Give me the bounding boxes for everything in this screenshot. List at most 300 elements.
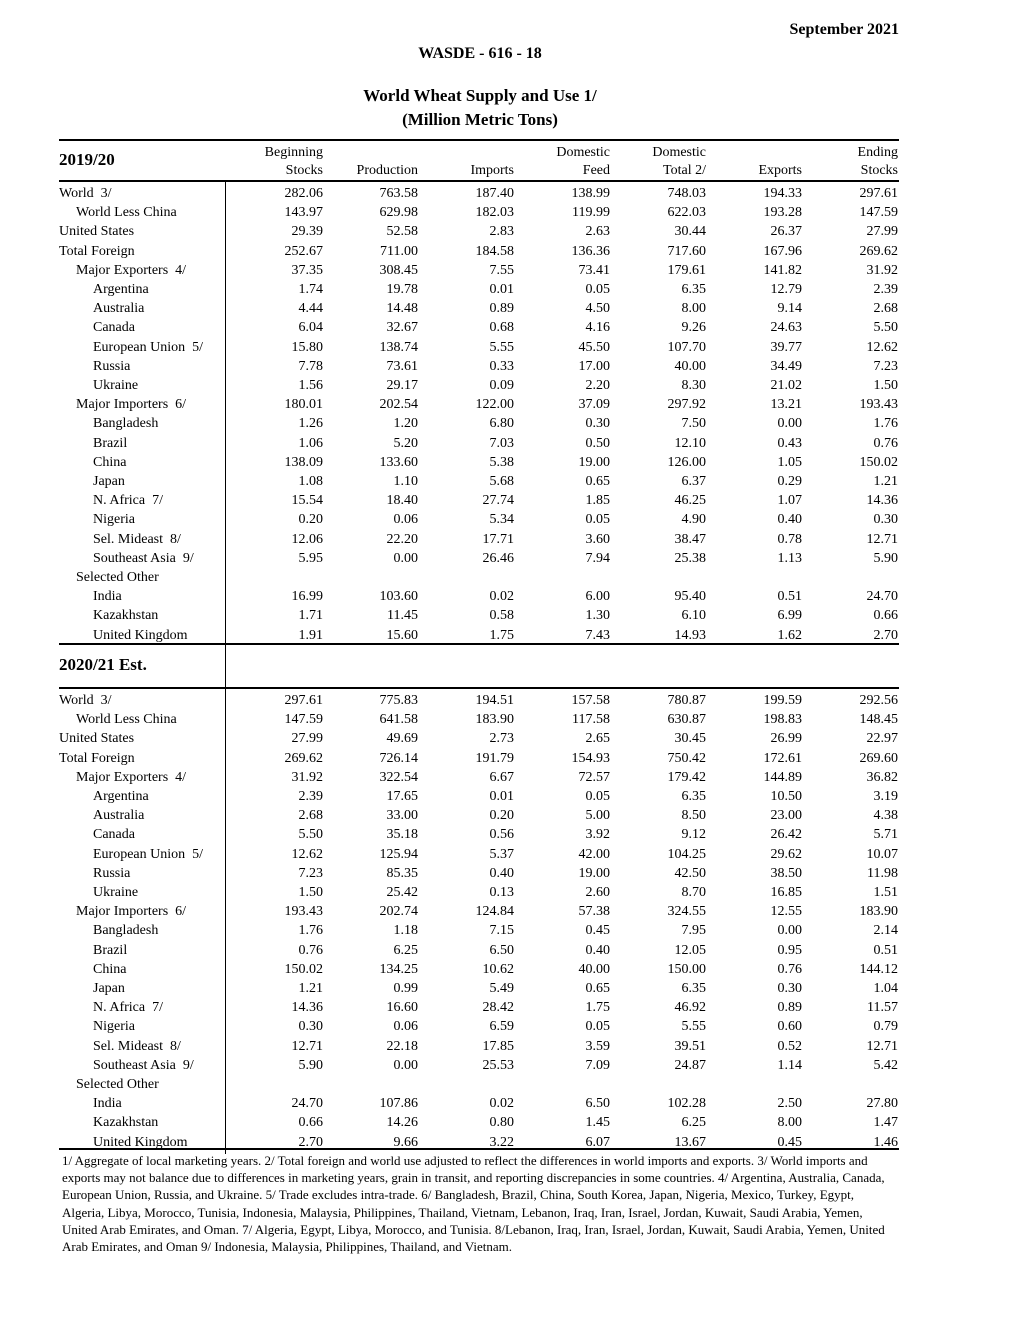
cell-value: 6.35 [681,981,706,996]
row-label: Selected Other [76,570,159,585]
cell-value: 46.25 [674,493,706,509]
cell-value: 39.77 [770,339,802,355]
cell-value: 12.71 [866,531,898,547]
row-label: Kazakhstan [93,608,159,624]
cell-value: 0.51 [873,942,898,958]
cell-value: 5.00 [585,808,610,824]
cell-value: 150.02 [859,454,898,470]
table-row [59,414,899,433]
column-header-line1 [758,144,802,162]
cell-value: 38.50 [770,865,802,881]
cell-value: 282.06 [284,186,323,201]
cell-value: 1.06 [298,435,323,451]
cell-value: 14.36 [866,493,898,509]
table-section-2019-20 [59,182,899,647]
table-row [59,184,899,203]
cell-value: 2.73 [489,731,514,747]
table-row [59,357,899,376]
row-label: Russia [93,865,131,881]
row-label: Argentina [93,282,149,297]
row-label: Southeast Asia 9/ [93,1057,194,1073]
cell-value: 0.29 [777,474,802,489]
table-row [59,787,899,806]
cell-value: 6.25 [681,1115,706,1131]
cell-value: 1.76 [298,923,323,939]
table-row [59,338,899,357]
cell-value: 10.62 [482,961,514,977]
row-label: N. Africa 7/ [93,493,163,509]
table-row [59,376,899,395]
cell-value: 0.79 [873,1019,898,1035]
cell-value: 122.00 [475,397,514,413]
cell-value: 6.35 [681,282,706,297]
cell-value: 0.01 [489,789,514,804]
cell-value: 297.92 [667,397,706,413]
cell-value: 0.00 [393,550,418,566]
table-row [59,510,899,529]
cell-value: 252.67 [284,243,323,259]
cell-value: 0.76 [777,961,802,977]
cell-value: 750.42 [667,750,706,766]
cell-value: 6.10 [681,608,706,624]
cell-value: 103.60 [379,589,418,605]
cell-value: 148.45 [859,712,898,728]
row-label: United Kingdom [93,1134,188,1150]
cell-value: 0.20 [298,512,323,528]
cell-value: 85.35 [386,865,418,881]
cell-value: 6.80 [489,416,514,432]
cell-value: 167.96 [763,243,802,259]
row-label: Major Importers 6/ [76,397,187,413]
cell-value: 1.75 [489,627,514,643]
table-row [59,941,899,960]
row-label: Russia [93,358,131,374]
cell-value: 763.58 [379,186,418,201]
cell-value: 202.54 [379,397,418,413]
cell-value: 641.58 [379,712,418,728]
cell-value: 33.00 [386,808,418,824]
cell-value: 31.92 [866,262,898,278]
table-row [59,472,899,491]
cell-value: 3.59 [585,1038,610,1054]
cell-value: 157.58 [571,693,610,708]
cell-value: 194.51 [475,693,514,708]
cell-value: 147.59 [284,712,323,728]
cell-value: 5.68 [489,474,514,489]
cell-value: 17.71 [482,531,514,547]
cell-value: 24.63 [770,320,802,336]
cell-value: 12.71 [866,1038,898,1054]
cell-value: 19.00 [578,865,610,881]
cell-value: 2.65 [585,731,610,747]
cell-value: 11.98 [867,865,898,881]
row-label: World Less China [76,205,177,221]
cell-value: 0.56 [489,827,514,843]
cell-value: 2.39 [873,282,898,297]
cell-value: 2.83 [489,224,514,240]
cell-value: 193.28 [763,205,802,221]
row-label: India [93,589,122,605]
cell-value: 0.33 [489,358,514,374]
cell-value: 13.21 [770,397,802,413]
cell-value: 1.51 [873,885,898,900]
row-label: United Kingdom [93,627,188,643]
cell-value: 1.50 [873,378,898,393]
row-label: Total Foreign [59,243,135,259]
cell-value: 29.39 [291,224,323,240]
table-row [59,395,899,414]
cell-value: 26.99 [770,731,802,747]
table-row [59,222,899,241]
cell-value: 27.80 [866,1096,898,1112]
cell-value: 0.40 [777,512,802,528]
row-label: Argentina [93,789,149,804]
cell-value: 1.10 [393,474,418,489]
cell-value: 27.99 [866,224,898,240]
cell-value: 14.48 [386,301,418,317]
cell-value: 1.13 [777,550,802,566]
cell-value: 1.75 [585,1000,610,1016]
row-label: Selected Other [76,1077,159,1092]
row-label: China [93,961,127,977]
cell-value: 179.42 [667,769,706,785]
cell-value: 297.61 [859,186,898,201]
cell-value: 18.40 [386,493,418,509]
cell-value: 5.38 [489,454,514,470]
cell-value: 717.60 [667,243,706,259]
cell-value: 29.17 [386,378,418,393]
cell-value: 12.10 [674,435,706,451]
table-row [59,960,899,979]
cell-value: 25.53 [482,1057,514,1073]
cell-value: 7.03 [489,435,514,451]
table-row [59,549,899,568]
cell-value: 0.89 [489,301,514,317]
cell-value: 292.56 [859,693,898,708]
cell-value: 0.06 [393,512,418,528]
row-label: Major Importers 6/ [76,904,187,920]
table-row [59,806,899,825]
cell-value: 30.45 [674,731,706,747]
cell-value: 0.30 [777,981,802,996]
cell-value: 150.00 [667,961,706,977]
cell-value: 6.50 [489,942,514,958]
report-date: September 2021 [789,21,899,38]
column-header-0 [265,144,323,180]
column-divider [225,645,226,687]
cell-value: 46.92 [674,1000,706,1016]
table-row [59,883,899,902]
cell-value: 138.09 [284,454,323,470]
cell-value: 21.02 [770,378,802,393]
cell-value: 9.14 [777,301,802,317]
cell-value: 39.51 [674,1038,706,1054]
cell-value: 322.54 [379,769,418,785]
cell-value: 0.60 [777,1019,802,1035]
cell-value: 37.35 [291,262,323,278]
cell-value: 0.05 [585,282,610,297]
column-header-line2: Stocks [285,163,323,178]
row-label: Nigeria [93,512,135,528]
report-id: WASDE - 616 - 18 [418,45,542,62]
cell-value: 154.93 [571,750,610,766]
table-row [59,1037,899,1056]
table-row [59,1056,899,1075]
cell-value: 4.16 [585,320,610,336]
table-row [59,979,899,998]
cell-value: 13.67 [674,1134,706,1150]
cell-value: 0.01 [489,282,514,297]
table-section-2020-21 [59,689,899,1154]
cell-value: 775.83 [379,693,418,708]
cell-value: 0.95 [777,942,802,958]
column-header-line1: Domestic [652,145,706,160]
cell-value: 107.70 [667,339,706,355]
cell-value: 138.99 [571,186,610,201]
cell-value: 36.82 [866,769,898,785]
cell-value: 124.84 [475,904,514,920]
cell-value: 7.94 [585,550,610,566]
table-row [59,710,899,729]
cell-value: 182.03 [475,205,514,221]
table-row [59,729,899,748]
column-header-2 [470,144,514,180]
cell-value: 4.90 [681,512,706,528]
cell-value: 6.25 [393,942,418,958]
cell-value: 8.30 [681,378,706,393]
column-header-line2: Imports [470,163,514,178]
cell-value: 193.43 [859,397,898,413]
cell-value: 5.34 [489,512,514,528]
cell-value: 0.58 [489,608,514,624]
table-row [59,691,899,710]
cell-value: 0.05 [585,512,610,528]
cell-value: 25.38 [674,550,706,566]
cell-value: 0.76 [873,435,898,451]
cell-value: 10.50 [770,789,802,804]
cell-value: 1.56 [298,378,323,393]
cell-value: 9.12 [681,827,706,843]
cell-value: 0.45 [777,1134,802,1150]
row-label: United States [59,224,135,240]
table-row [59,491,899,510]
cell-value: 269.62 [859,243,898,259]
row-label: Bangladesh [93,416,159,432]
cell-value: 0.52 [777,1038,802,1054]
section-year: 2019/20 [59,150,115,169]
cell-value: 324.55 [667,904,706,920]
row-label: Nigeria [93,1019,135,1035]
cell-value: 7.78 [298,358,323,374]
cell-value: 7.23 [298,865,323,881]
cell-value: 141.82 [763,262,802,278]
cell-value: 780.87 [667,693,706,708]
cell-value: 95.40 [674,589,706,605]
cell-value: 22.97 [866,731,898,747]
cell-value: 22.20 [386,531,418,547]
cell-value: 23.00 [770,808,802,824]
row-label: European Union 5/ [93,846,204,862]
cell-value: 22.18 [386,1038,418,1054]
cell-value: 193.43 [284,904,323,920]
row-label: Kazakhstan [93,1115,159,1131]
cell-value: 10.07 [866,846,898,862]
cell-value: 31.92 [291,769,323,785]
page-title: World Wheat Supply and Use 1/ [363,86,597,105]
table-row [59,280,899,299]
cell-value: 24.70 [291,1096,323,1112]
cell-value: 748.03 [667,186,706,201]
cell-value: 3.92 [585,827,610,843]
row-label: Total Foreign [59,750,135,766]
cell-value: 2.39 [298,789,323,804]
column-header-3 [556,144,610,180]
table-bottom-rule [59,1148,899,1150]
row-label: China [93,454,127,470]
cell-value: 1.85 [585,493,610,509]
column-header-line1: Beginning [264,145,323,160]
cell-value: 5.37 [489,846,514,862]
cell-value: 0.78 [777,531,802,547]
cell-value: 7.55 [489,262,514,278]
cell-value: 1.76 [873,416,898,432]
cell-value: 45.50 [578,339,610,355]
cell-value: 3.19 [873,789,898,804]
cell-value: 8.00 [681,301,706,317]
table-row [59,864,899,883]
section-header-2020-21 [59,643,899,689]
table-row [59,434,899,453]
row-label: N. Africa 7/ [93,1000,163,1016]
cell-value: 199.59 [763,693,802,708]
table-row [59,299,899,318]
column-header-line2: Stocks [860,163,898,178]
cell-value: 172.61 [763,750,802,766]
table-row [59,902,899,921]
cell-value: 269.62 [284,750,323,766]
cell-value: 0.00 [393,1057,418,1073]
table-row [59,998,899,1017]
row-label: Sel. Mideast 8/ [93,531,181,547]
table-row [59,1094,899,1113]
cell-value: 117.58 [572,712,610,728]
cell-value: 180.01 [284,397,323,413]
column-header-line1: Ending [857,145,898,160]
cell-value: 0.76 [298,942,323,958]
row-label: European Union 5/ [93,339,204,355]
cell-value: 24.87 [674,1057,706,1073]
column-header-line2: Production [356,163,418,178]
cell-value: 269.60 [859,750,898,766]
cell-value: 6.99 [777,608,802,624]
cell-value: 12.55 [770,904,802,920]
row-label: Australia [93,808,145,824]
cell-value: 19.00 [578,454,610,470]
cell-value: 1.45 [585,1115,610,1131]
cell-value: 104.25 [667,846,706,862]
cell-value: 42.00 [578,846,610,862]
column-header-line2: Exports [758,163,802,178]
cell-value: 6.67 [489,769,514,785]
cell-value: 40.00 [674,358,706,374]
row-label: Brazil [93,435,128,451]
row-label: United States [59,731,135,747]
cell-value: 1.47 [873,1115,898,1131]
table-row [59,1017,899,1036]
cell-value: 2.70 [873,627,898,643]
cell-value: 7.50 [681,416,706,432]
cell-value: 0.50 [585,435,610,451]
cell-value: 1.91 [298,627,323,643]
table-row [59,568,899,587]
cell-value: 0.65 [585,981,610,996]
row-label: Southeast Asia 9/ [93,550,194,566]
cell-value: 14.26 [386,1115,418,1131]
cell-value: 136.36 [571,243,610,259]
cell-value: 29.62 [770,846,802,862]
cell-value: 107.86 [379,1096,418,1112]
cell-value: 726.14 [379,750,418,766]
table-row [59,825,899,844]
cell-value: 0.30 [585,416,610,432]
row-label: Canada [93,320,135,336]
cell-value: 3.60 [585,531,610,547]
cell-value: 1.21 [298,981,323,996]
cell-value: 0.80 [489,1115,514,1131]
cell-value: 2.63 [585,224,610,240]
section-year: 2020/21 Est. [59,655,147,674]
cell-value: 73.41 [578,262,610,278]
cell-value: 0.30 [298,1019,323,1035]
cell-value: 9.66 [393,1134,418,1150]
cell-value: 1.04 [873,981,898,996]
row-label: Major Exporters 4/ [76,262,187,278]
cell-value: 0.13 [489,885,514,900]
cell-value: 4.50 [585,301,610,317]
table-row [59,242,899,261]
cell-value: 12.71 [291,1038,323,1054]
cell-value: 1.20 [393,416,418,432]
row-label: Bangladesh [93,923,159,939]
column-header-line1 [357,144,418,162]
cell-value: 1.30 [585,608,610,624]
cell-value: 15.60 [386,627,418,643]
cell-value: 72.57 [578,769,610,785]
cell-value: 147.59 [859,205,898,221]
cell-value: 7.43 [585,627,610,643]
cell-value: 35.18 [386,827,418,843]
cell-value: 7.95 [681,923,706,939]
cell-value: 0.65 [585,474,610,489]
cell-value: 5.50 [298,827,323,843]
cell-value: 2.68 [873,301,898,317]
cell-value: 630.87 [667,712,706,728]
cell-value: 32.67 [386,320,418,336]
cell-value: 0.06 [393,1019,418,1035]
row-label: World 3/ [59,186,112,201]
cell-value: 24.70 [866,589,898,605]
row-label: India [93,1096,122,1112]
cell-value: 6.37 [681,474,706,489]
table-row [59,921,899,940]
table-row [59,261,899,280]
cell-value: 26.46 [482,550,514,566]
cell-value: 1.46 [873,1134,898,1150]
page-subtitle: (Million Metric Tons) [402,110,558,129]
table-row [59,587,899,606]
cell-value: 12.79 [770,282,802,297]
table-row [59,318,899,337]
